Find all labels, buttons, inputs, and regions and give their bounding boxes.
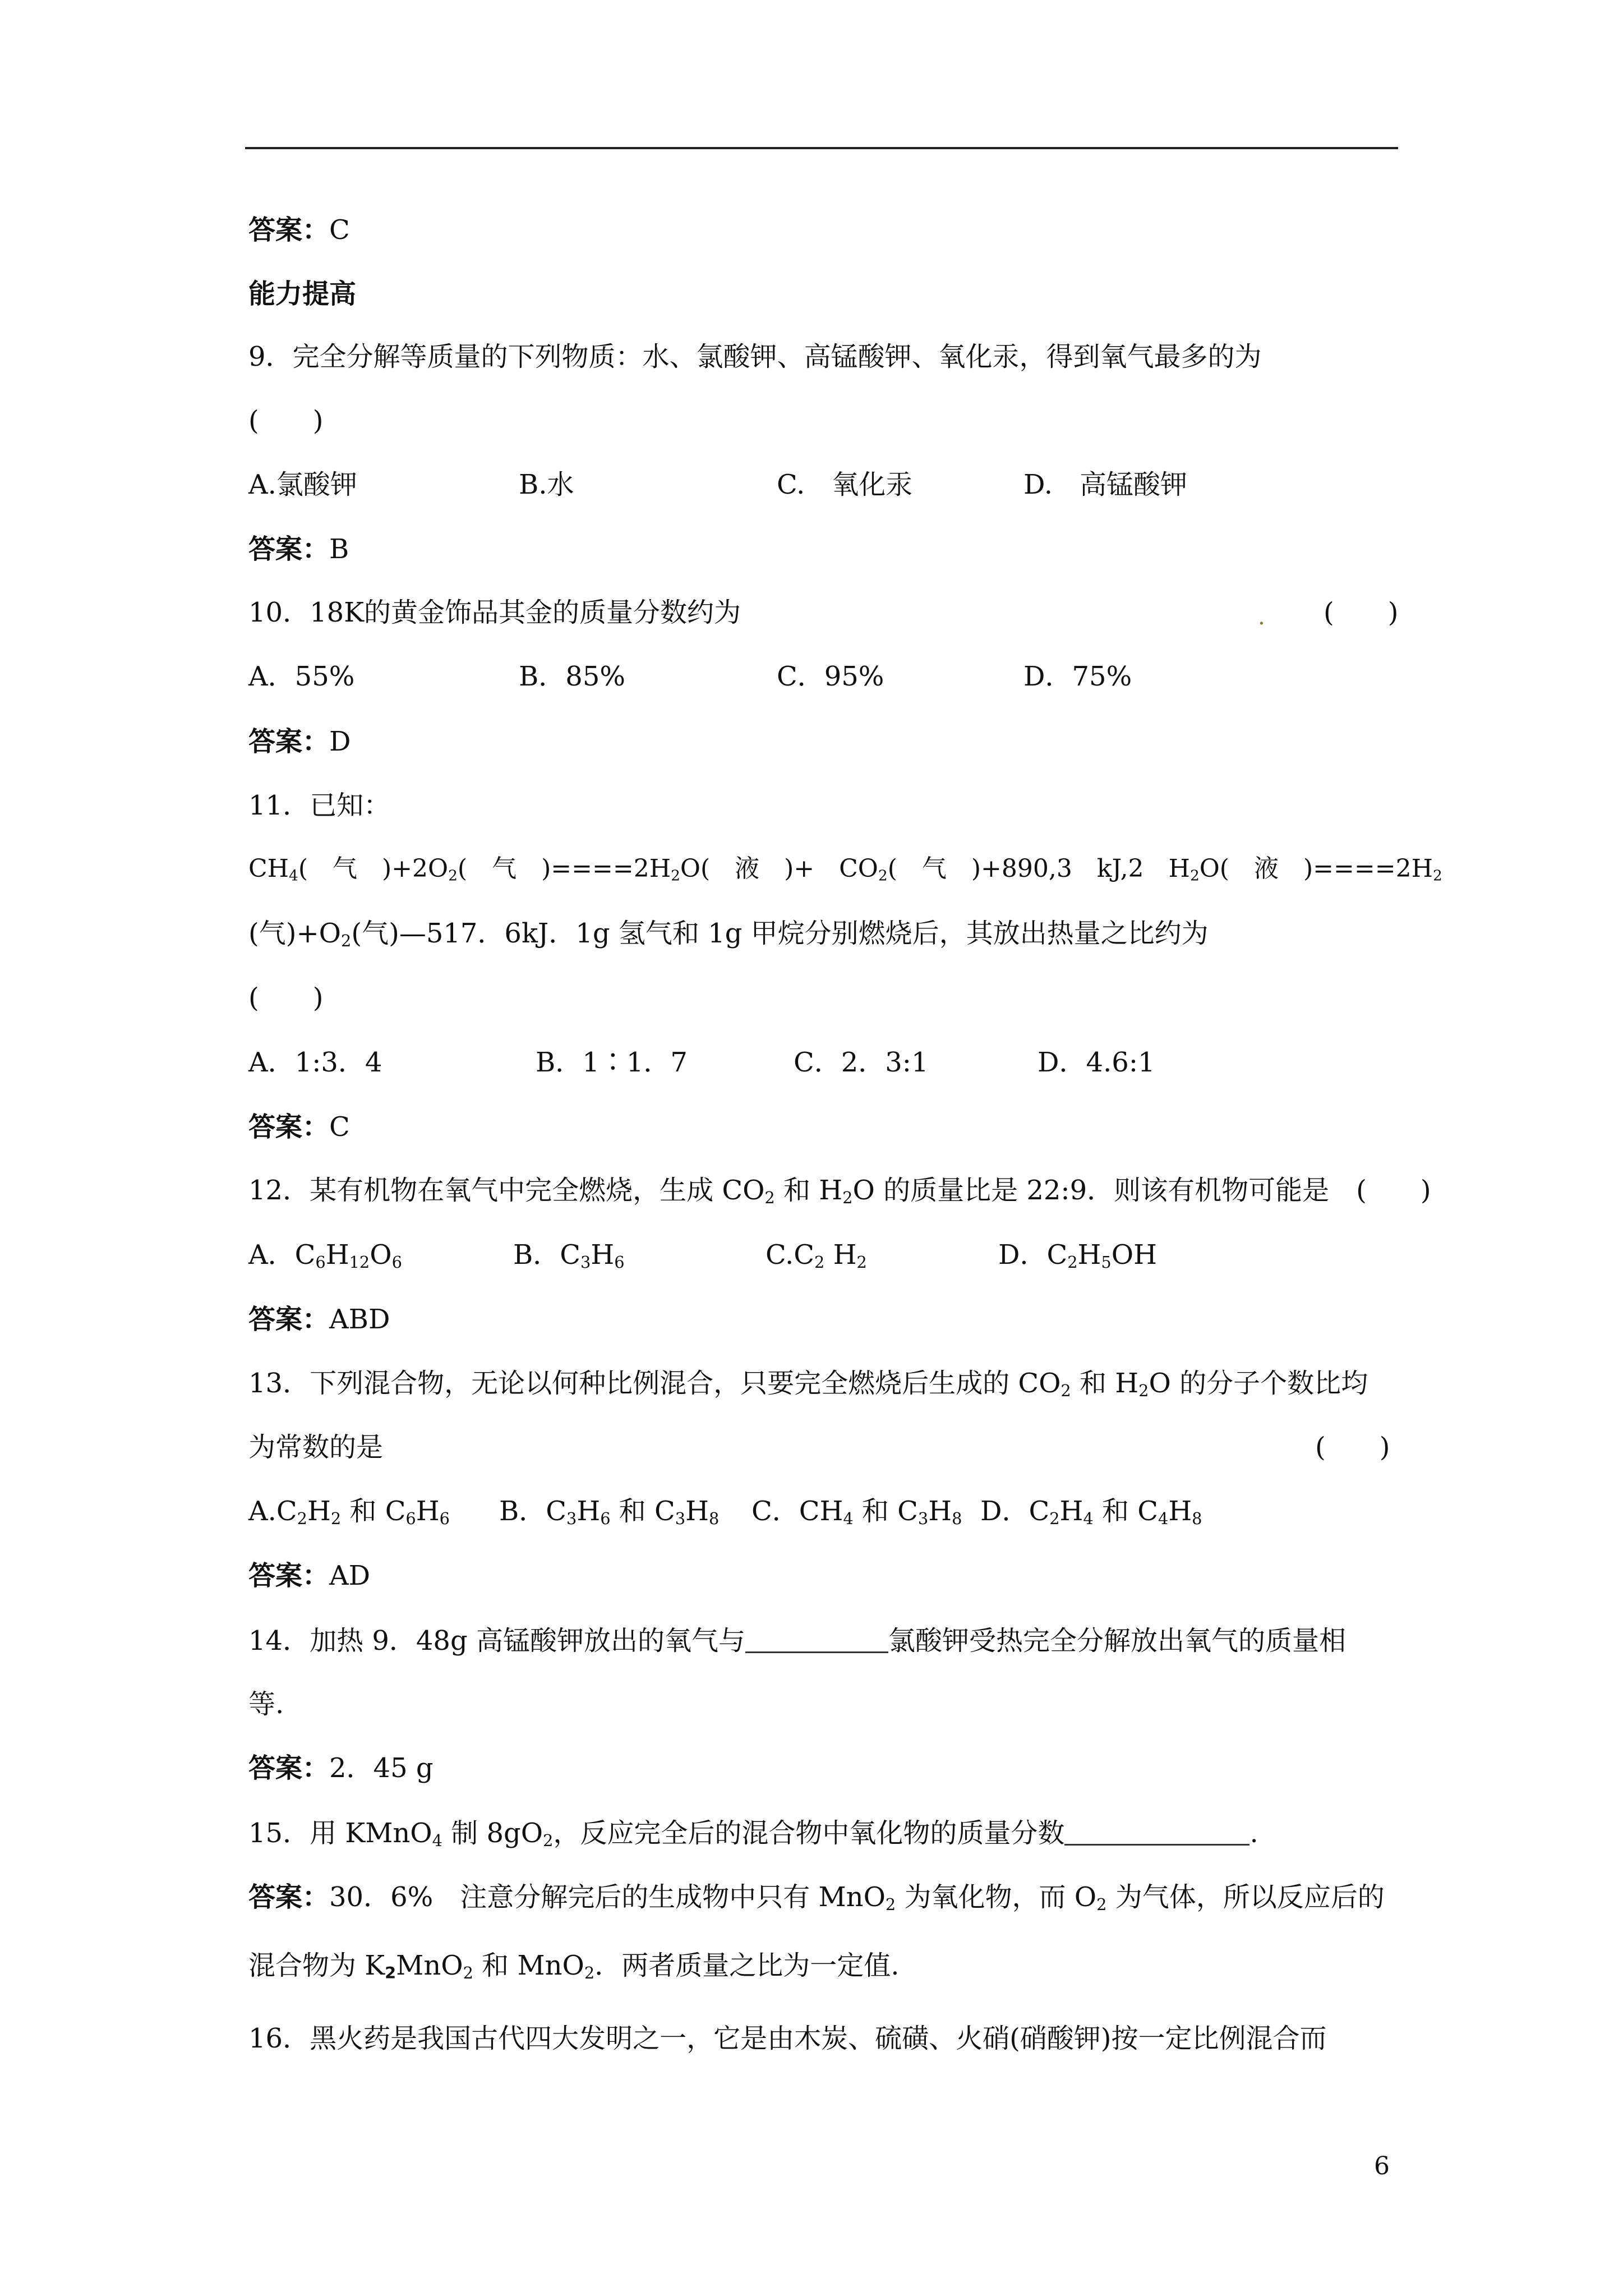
q15-stem: 15．用 KMnO$_4$ 制 $8gO_2$，反应完全后的混合物中氧化物的质量分数 . [248, 1818, 1258, 1851]
q12-option-b: B．$C_3H_6$ [513, 1239, 625, 1272]
q10-option-c: C．95% [777, 661, 884, 692]
q14-blank [745, 1627, 888, 1653]
q8-answer: C [329, 214, 350, 246]
q12-stem: 12．某有机物在氧气中完全燃烧，生成 $CO_2$ 和 $H_2O$ 的质量比是 22:9．则该有机物可能是 ( ) [248, 1175, 1431, 1208]
q13-option-c: C．$CH_4$ 和 $C_3H_8$ [751, 1496, 962, 1529]
q11-line3: (气)$+O_2$(气)—517．6kJ．1g 氢气和 1g 甲烷分别燃烧后，其放出热量之比约为 [248, 918, 1209, 951]
q15-answer-line2: 混合物为 $K_2MnO_2$ 和 MnO$_2$．两者质量之比为一定值. [248, 1950, 900, 1983]
q8-answer-line [248, 214, 350, 246]
q13-answer: AD [329, 1560, 371, 1591]
q11-option-c: C．2．3:1 [794, 1047, 929, 1078]
q9-option-b: B.水 [519, 469, 574, 500]
stray-dot: . [1258, 604, 1265, 630]
q11-paren: ( ) [248, 982, 324, 1014]
q11-option-a: A．1:3．4 [248, 1047, 382, 1078]
q9-option-d: D. 高锰酸钾 [1023, 469, 1188, 500]
answer-label: 答案： [248, 214, 330, 246]
q14-answer: 2．45 g [329, 1752, 434, 1784]
q13-stem2: 为常数的是 [248, 1432, 384, 1463]
q9-answer-line: 答案：B [248, 533, 349, 565]
q12-option-a: A．$C_6H_{12}O_6$ [248, 1239, 402, 1272]
q14-answer-line: 答案：2．45 g [248, 1752, 434, 1784]
q15-answer-line: 答案：30．6% 注意分解完后的生成物中只有 MnO$_2$ 为氧化物，而 $O_2$ 为气体，所以反应后的 [248, 1881, 1385, 1915]
q12-option-d: D．$C_2H_5OH$ [998, 1239, 1157, 1272]
q12-answer-line: 答案：ABD [248, 1304, 390, 1335]
q13-option-d: D．$C_2H_4$ 和 $C_4H_8$ [980, 1496, 1202, 1529]
q13-stem: 13．下列混合物，无论以何种比例混合，只要完全燃烧后生成的 $CO_2$ 和 $H_2O$ 的分子个数比均 [248, 1368, 1368, 1401]
q9-answer: B [329, 533, 349, 565]
q9-option-c: C. 氧化汞 [777, 469, 913, 500]
section-title: 能力提高 [248, 278, 357, 310]
q11-option-d: D．4.6:1 [1038, 1047, 1155, 1078]
q11-answer-line: 答案：C [248, 1111, 350, 1143]
q11-option-b: B．1∶1．7 [536, 1047, 688, 1078]
q10-option-b: B．85% [519, 661, 625, 692]
q10-option-a: A．55% [248, 661, 355, 692]
q15-blank [1064, 1819, 1249, 1846]
q9-option-a: A.氯酸钾 [248, 469, 357, 500]
q14-stem: 14．加热 9．48g 高锰酸钾放出的氧气与 氯酸钾受热完全分解放出氧气的质量相 [248, 1625, 1346, 1657]
q16-stem: 16．黑火药是我国古代四大发明之一，它是由木炭、硫磺、火硝(硝酸钾)按一定比例混合而 [248, 2023, 1327, 2054]
q10-answer-line: 答案：D [248, 726, 351, 757]
q9-stem: 9．完全分解等质量的下列物质：水、氯酸钾、高锰酸钾、氧化汞，得到氧气最多的为 [248, 341, 1262, 372]
header-rule [245, 147, 1398, 149]
page-number: 6 [1374, 2152, 1390, 2180]
q11-stem: 11．已知： [248, 790, 391, 821]
q13-paren: ( ) [1315, 1432, 1390, 1463]
q11-answer: C [329, 1111, 350, 1143]
q9-paren: ( ) [248, 405, 324, 436]
q13-answer-line: 答案：AD [248, 1560, 371, 1591]
q10-stem: 10．18K的黄金饰品其金的质量分数约为 [248, 597, 741, 628]
q12-answer: ABD [329, 1304, 390, 1335]
q12-option-c: $C.C_2$ $H_2$ [766, 1239, 867, 1272]
q14-stem2: 等. [248, 1688, 284, 1720]
q13-option-a: $A.C_2H_2$ 和 $C_6H_6$ [248, 1496, 450, 1529]
q11-equation-line: $CH_4$( 气 )$+2O_2$( 气 )$====2H_2O$( 液 )+ $CO_2$( 气 )+890,3 kJ,2 $H_2O$( 液 )$====2H_2$ [248, 854, 1442, 885]
q13-option-b: B．$C_3H_6$ 和 $C_3H_8$ [499, 1496, 720, 1529]
q10-answer: D [329, 726, 351, 757]
q10-paren: ( ) [1324, 597, 1399, 628]
q10-option-d: D．75% [1023, 661, 1132, 692]
